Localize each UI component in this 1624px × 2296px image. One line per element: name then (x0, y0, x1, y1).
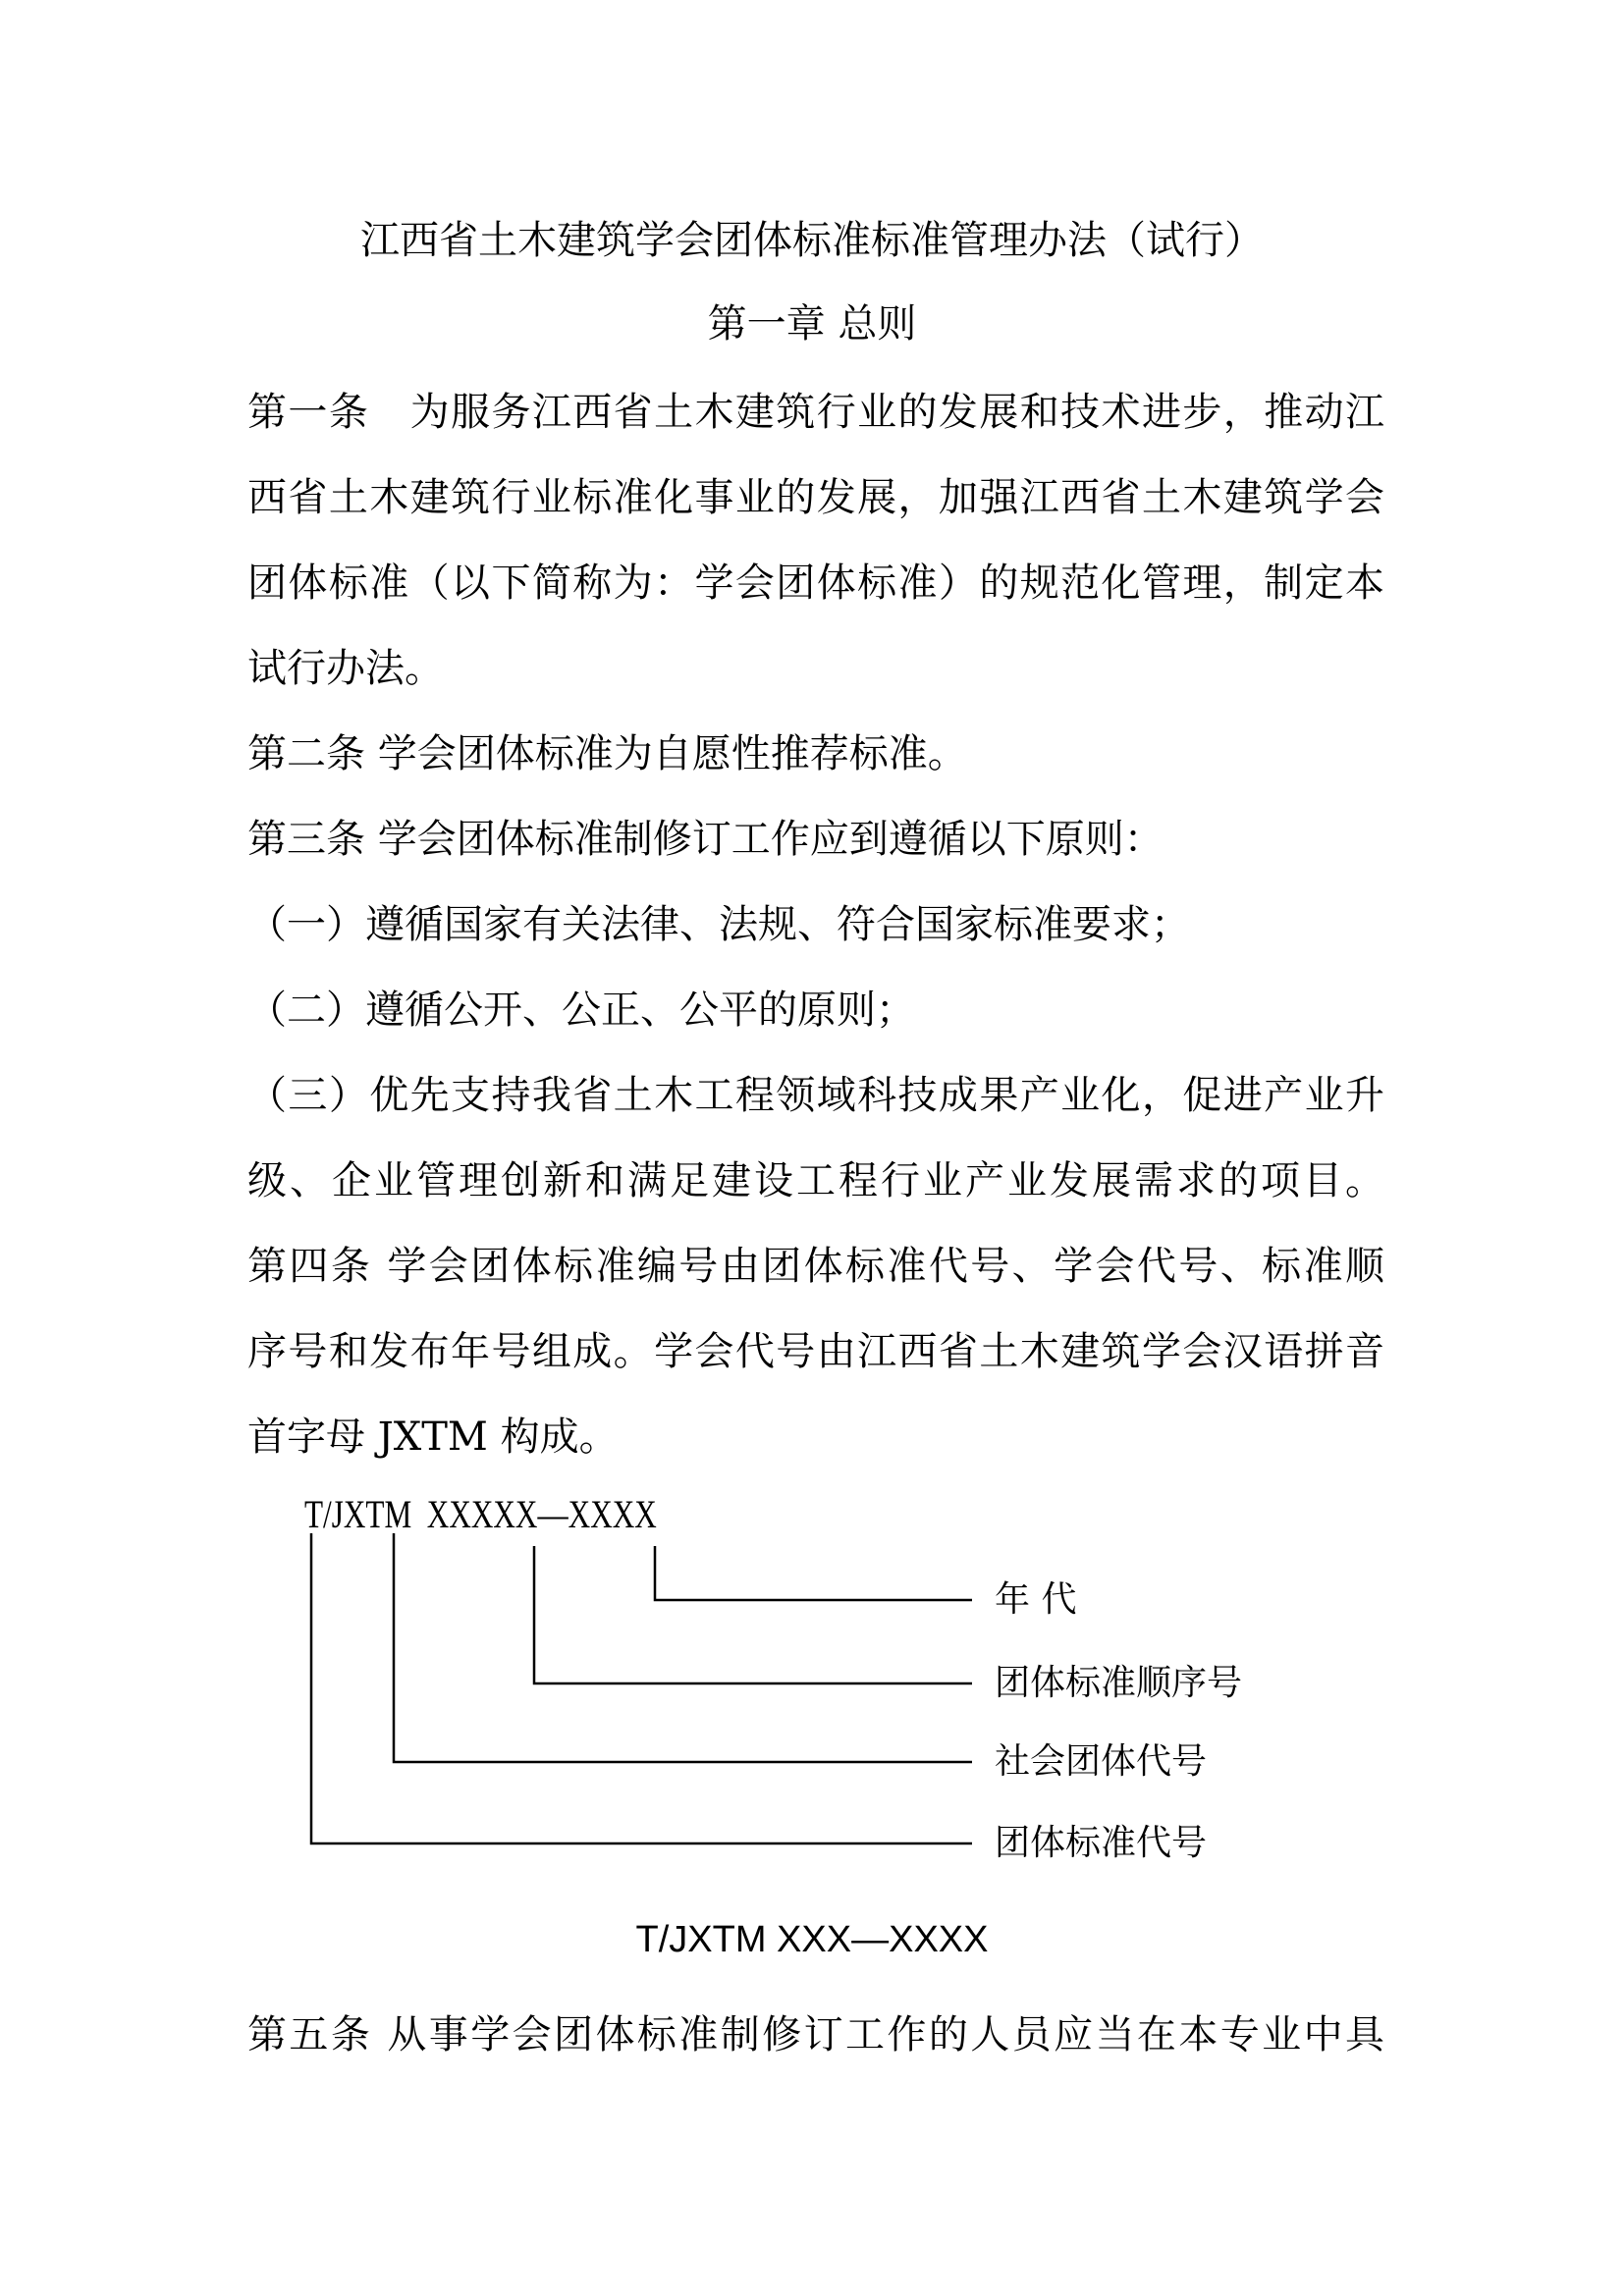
label-standard-code: 团体标准代号 (995, 1823, 1208, 1863)
paragraph-line: 第一条 为服务江西省土木建筑行业的发展和技术进步，推动江 (247, 390, 1384, 435)
label-society-code: 社会团体代号 (995, 1741, 1208, 1782)
label-sequence: 团体标准顺序号 (995, 1663, 1243, 1703)
paragraph-line: 序号和发布年号组成。学会代号由江西省土木建筑学会汉语拼音 (247, 1329, 1384, 1374)
paragraph-line: （二）遵循公开、公正、公平的原则； (247, 988, 915, 1033)
paragraph-line: 第二条 学会团体标准为自愿性推荐标准。 (247, 731, 967, 776)
connector-sequence (534, 1546, 972, 1683)
paragraph-line: （一）遵循国家有关法律、法规、符合国家标准要求； (247, 902, 1190, 947)
paragraph-line: 第三条 学会团体标准制修订工作应到遵循以下原则： (247, 817, 1164, 862)
connector-standard-code (311, 1533, 972, 1843)
paragraph-line: 团体标准（以下简称为：学会团体标准）的规范化管理，制定本 (247, 561, 1384, 606)
paragraph-line: 第五条 从事学会团体标准制修订工作的人员应当在本专业中具 (247, 2012, 1384, 2057)
paragraph-line: 级、企业管理创新和满足建设工程行业产业发展需求的项目。 (247, 1158, 1384, 1203)
connector-year (655, 1546, 972, 1600)
code-caption: T/JXTM XXX—XXXX (635, 1919, 989, 1960)
paragraph-line: 试行办法。 (247, 646, 444, 691)
paragraph-line: 首字母 JXTM 构成。 (247, 1415, 619, 1460)
diagram-code: T/JXTM XXXXX—XXXX (304, 1492, 657, 1536)
paragraph-line: 第四条 学会团体标准编号由团体标准代号、学会代号、标准顺 (247, 1244, 1384, 1289)
label-year: 年 代 (995, 1579, 1077, 1620)
paragraph-line: （三）优先支持我省土木工程领域科技成果产业化，促进产业升 (247, 1073, 1384, 1118)
paragraph-line: 西省土木建筑行业标准化事业的发展，加强江西省土木建筑学会 (247, 475, 1384, 520)
chapter-heading: 第一章 总则 (707, 301, 917, 347)
document-title: 江西省土木建筑学会团体标准标准管理办法（试行） (360, 218, 1264, 263)
connector-society-code (394, 1533, 972, 1762)
